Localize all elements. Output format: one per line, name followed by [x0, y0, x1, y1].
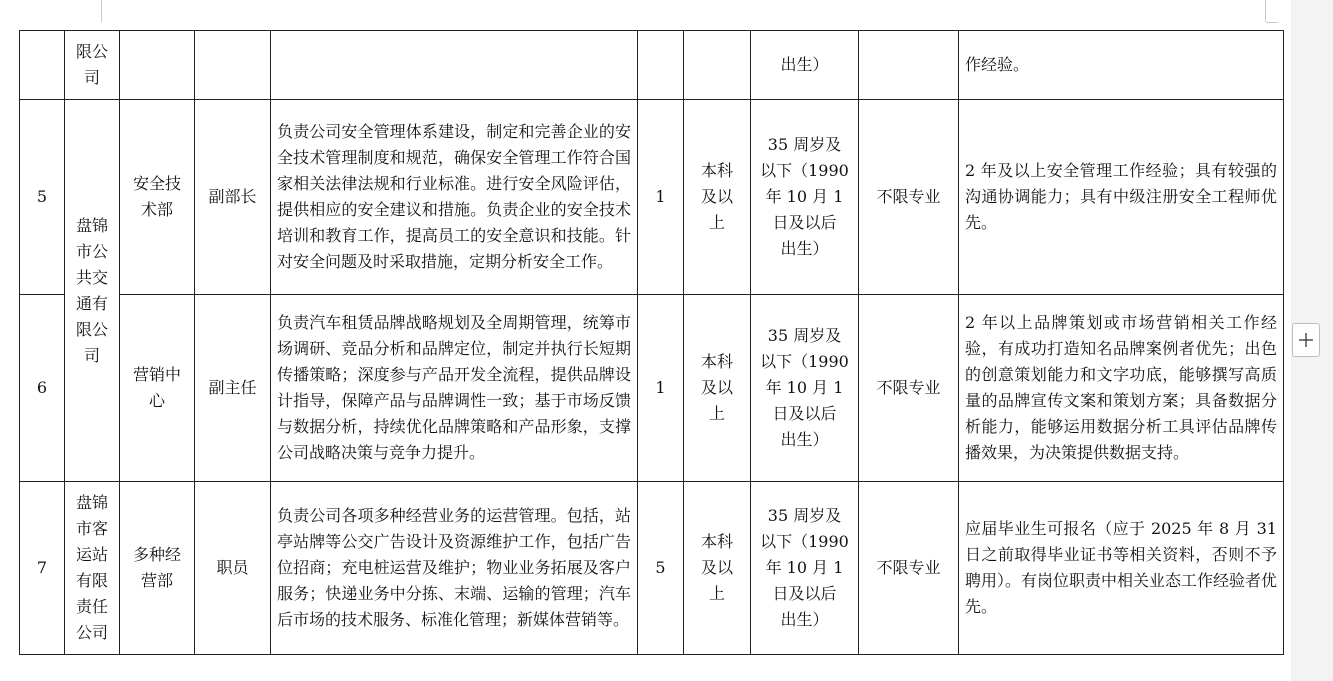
cell-education: 本科 及以 上 [684, 100, 751, 295]
cell-department [120, 31, 195, 100]
margin-corner-mark [1266, 22, 1278, 23]
cell-position: 副部长 [195, 100, 271, 295]
cell-education [684, 31, 751, 100]
cell-major: 不限专业 [859, 295, 959, 482]
cell-duties: 负责公司各项多种经营业务的运营管理。包括，站亭站牌等公交广告设计及资源维护工作，包括广告位招商；充电桩运营及维护；物业业务拓展及客户服务；快递业务中分拣、末端、运输的管理；汽车后市场的技术服务、标准化管理；新媒体营销等。 [271, 482, 638, 655]
cell-company: 盘锦 市公 共交 通有 限公 司 [65, 100, 120, 482]
table-row [20, 295, 1284, 482]
cell-major: 不限专业 [859, 100, 959, 295]
cell-duties [271, 31, 638, 100]
cell-requirements: 作经验。 [959, 31, 1284, 100]
table-row [20, 100, 1284, 295]
recruitment-table [19, 30, 1284, 655]
cell-position: 副主任 [195, 295, 271, 482]
cell-age: 出生） [751, 31, 859, 100]
cell-count: 5 [638, 482, 684, 655]
cell-department: 安全技 术部 [120, 100, 195, 295]
cell-no: 7 [20, 482, 65, 655]
cell-age: 35 周岁及 以下（1990 年 10 月 1 日及以后 出生） [751, 100, 859, 295]
cell-count [638, 31, 684, 100]
add-row-button[interactable] [1292, 323, 1320, 357]
cell-age: 35 周岁及 以下（1990 年 10 月 1 日及以后 出生） [751, 482, 859, 655]
cell-count: 1 [638, 100, 684, 295]
cell-position [195, 31, 271, 100]
cell-duties: 负责公司安全管理体系建设，制定和完善企业的安全技术管理制度和规范，确保安全管理工作符合国家相关法律法规和行业标准。进行安全风险评估，提供相应的安全建议和措施。负责企业的安全技术培训和教育工作，提高员工的安全意识和技能。针对安全问题及时采取措施，定期分析安全工作。 [271, 100, 638, 295]
cell-no [20, 31, 65, 100]
cell-age: 35 周岁及 以下（1990 年 10 月 1 日及以后 出生） [751, 295, 859, 482]
cell-major: 不限专业 [859, 482, 959, 655]
table-row [20, 31, 1284, 100]
margin-corner-mark [101, 0, 102, 22]
cell-duties: 负责汽车租赁品牌战略规划及全周期管理，统筹市场调研、竞品分析和品牌定位，制定并执行长短期传播策略；深度参与产品开发全流程，提供品牌设计指导，保障产品与品牌调性一致；基于市场反馈与数据分析，持续优化品牌策略和产品形象，支撑公司战略决策与竞争力提升。 [271, 295, 638, 482]
table-row [20, 482, 1284, 655]
margin-corner-mark [1265, 0, 1266, 22]
cell-department: 多种经 营部 [120, 482, 195, 655]
cell-company: 盘锦 市客 运站 有限 责任 公司 [65, 482, 120, 655]
cell-education: 本科 及以 上 [684, 482, 751, 655]
cell-education: 本科 及以 上 [684, 295, 751, 482]
cell-major [859, 31, 959, 100]
cell-requirements: 应届毕业生可报名（应于 2025 年 8 月 31 日之前取得毕业证书等相关资料，否则不予聘用）。有岗位职责中相关业态工作经验者优先。 [959, 482, 1284, 655]
cell-department: 营销中 心 [120, 295, 195, 482]
cell-company: 限公 司 [65, 31, 120, 100]
cell-no: 6 [20, 295, 65, 482]
cell-no: 5 [20, 100, 65, 295]
plus-icon [1298, 332, 1314, 348]
cell-count: 1 [638, 295, 684, 482]
cell-position: 职员 [195, 482, 271, 655]
cell-requirements: 2 年及以上安全管理工作经验；具有较强的沟通协调能力；具有中级注册安全工程师优先。 [959, 100, 1284, 295]
cell-requirements: 2 年以上品牌策划或市场营销相关工作经验，有成功打造知名品牌案例者优先；出色的创意策划能力和文字功底，能够撰写高质量的品牌宣传文案和策划方案；具备数据分析能力，能够运用数据分析工具评估品牌传播效果，为决策提供数据支持。 [959, 295, 1284, 482]
